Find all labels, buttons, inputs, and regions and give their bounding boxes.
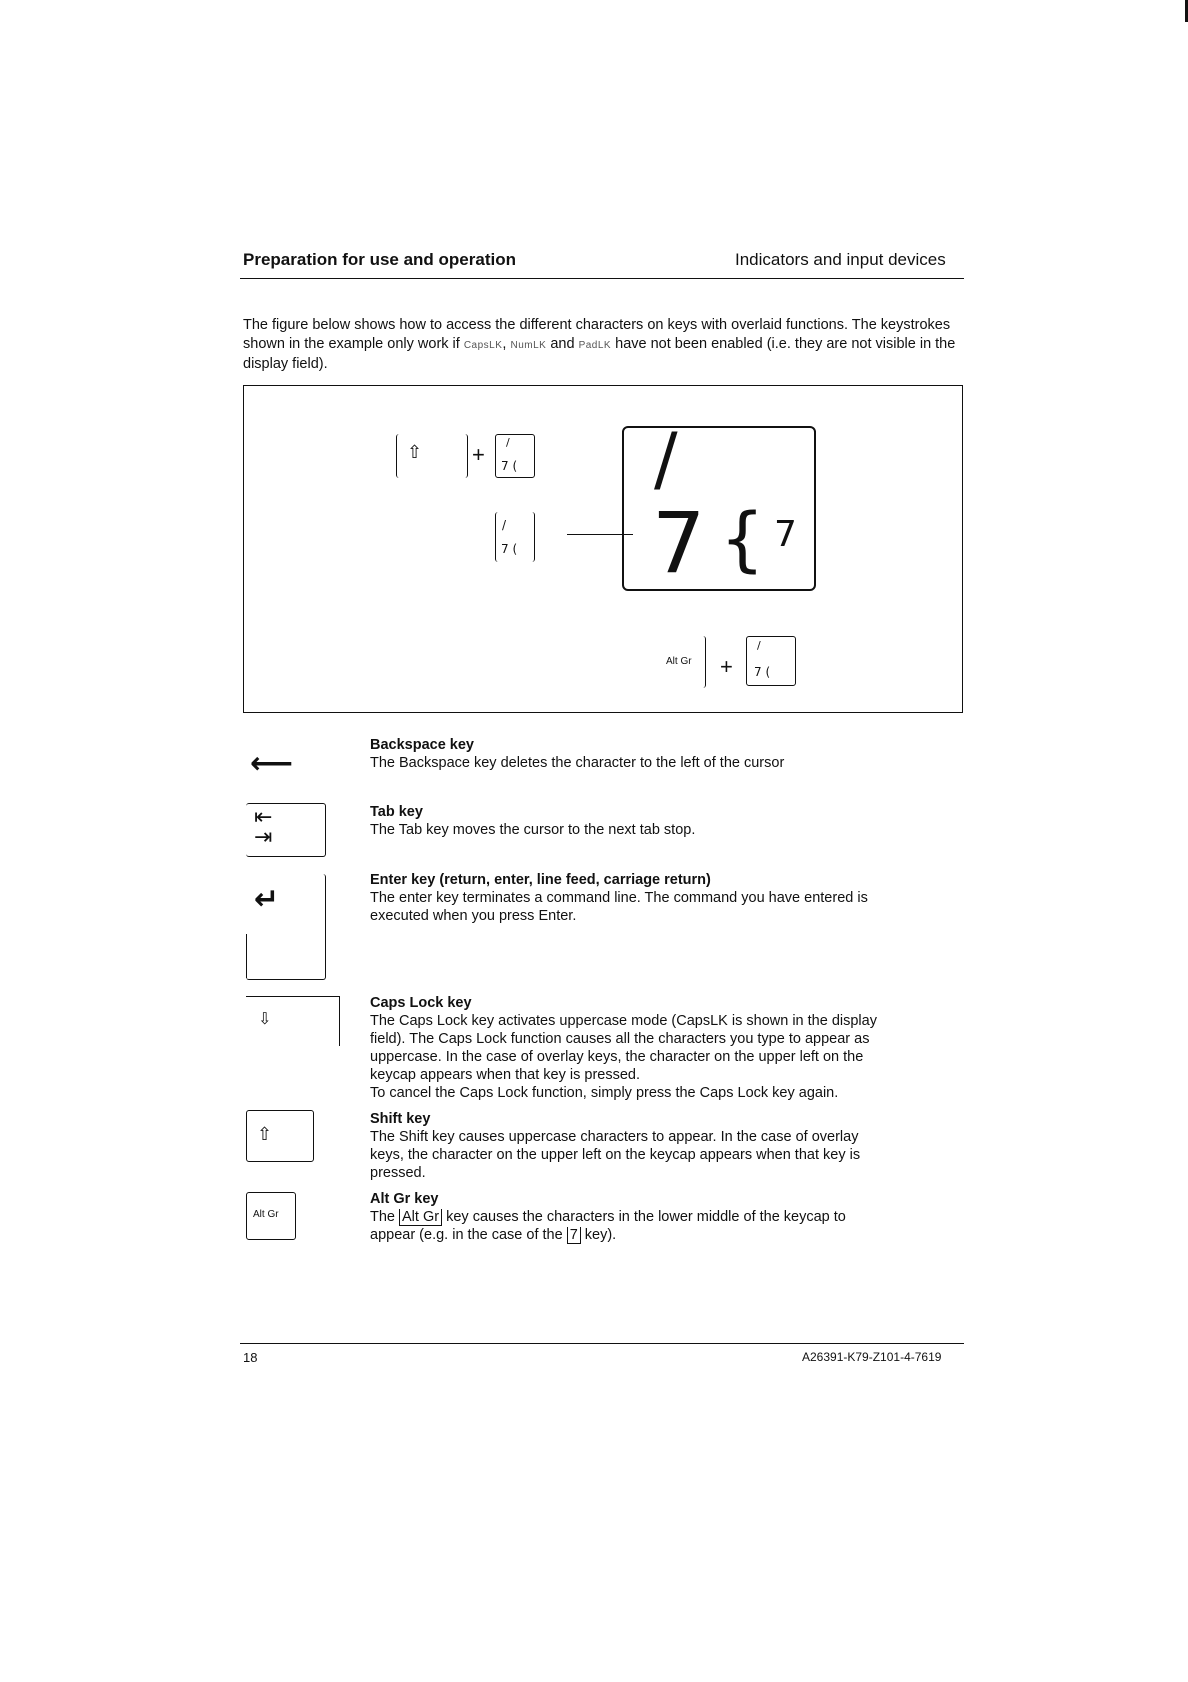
- altgr-text-line-2: appear (e.g. in the case of the 7 key).: [370, 1227, 617, 1243]
- tab-title: Tab key: [370, 804, 423, 820]
- enter-key-icon: [246, 874, 326, 980]
- enter-text-line-2: executed when you press Enter.: [370, 908, 577, 924]
- tab-description: [370, 803, 970, 839]
- tab-key-icon: [246, 803, 326, 857]
- tab-text: The Tab key moves the cursor to the next tab stop.: [370, 822, 696, 838]
- shift-title: Shift key: [370, 1111, 431, 1127]
- page-number: 18: [243, 1350, 258, 1365]
- enter-description: [370, 871, 970, 925]
- altgr-description: [370, 1190, 970, 1244]
- altgr-label: Alt Gr: [666, 656, 692, 667]
- capslock-text-line-3: uppercase. In the case of overlay keys, the character on the upper left on the: [370, 1049, 864, 1065]
- backspace-title: Backspace key: [370, 737, 474, 753]
- key-top-char: /: [757, 639, 761, 652]
- keycap-lower-middle-char: {: [720, 498, 765, 580]
- section-title: Preparation for use and operation: [243, 250, 516, 269]
- shift-text-line-1: The Shift key causes uppercase characters to appear. In the case of overlay: [370, 1129, 859, 1145]
- altgr-title: Alt Gr key: [370, 1191, 439, 1207]
- topic-title: Indicators and input devices: [735, 250, 946, 269]
- altgr-text-line-1: The Alt Gr key causes the characters in the lower middle of the keycap to: [370, 1209, 846, 1225]
- altgr-inline-key: Alt Gr: [399, 1209, 442, 1226]
- capslock-text-line-1: The Caps Lock key activates uppercase mode (CapsLK is shown in the display: [370, 1013, 877, 1029]
- altgr-key-icon: [246, 1192, 296, 1240]
- key-bottom-chars: 7 (: [501, 459, 518, 473]
- altgr-key-diagram: [658, 636, 706, 688]
- intro-paragraph: [243, 316, 963, 374]
- header-rule: [240, 278, 964, 279]
- overlay-keys-figure: [243, 385, 963, 713]
- plus-sign: +: [472, 442, 485, 467]
- seven-inline-key: 7: [567, 1227, 581, 1244]
- capslock-indicator: CapsLK: [463, 339, 503, 351]
- key-bottom-chars: 7 (: [754, 665, 771, 679]
- intro-sep-2: and: [546, 335, 579, 352]
- keycap-lower-right-char: 7: [774, 514, 797, 555]
- backspace-text: The Backspace key deletes the character to the left of the cursor: [370, 755, 785, 771]
- shift-arrow-icon: ⇧: [407, 442, 423, 463]
- numlock-indicator: NumLK: [510, 339, 547, 351]
- plus-sign: +: [720, 654, 733, 679]
- shift-key-diagram: [396, 434, 468, 478]
- seven-key-diagram-single: [495, 512, 535, 562]
- shift-arrow-icon: ⇧: [257, 1124, 273, 1145]
- capslock-arrow-icon: ⇩: [258, 1009, 272, 1028]
- keycap-enlarged: [622, 418, 816, 592]
- intro-text-1: The figure below shows how to access the different characters on keys with overlaid functions. The keystrokes shown in the example only work if: [243, 317, 951, 352]
- shift-text-line-2: keys, the character on the upper left on the keycap appears when that key is: [370, 1147, 861, 1163]
- footer-rule: [240, 1343, 964, 1344]
- shift-description: [370, 1110, 970, 1182]
- key-bottom-chars: 7 (: [501, 542, 518, 556]
- keycap-lower-left-char: 7: [652, 494, 706, 592]
- backspace-arrow-icon: ⟵: [250, 746, 294, 781]
- document-id: A26391-K79-Z101-4-7619: [802, 1350, 942, 1364]
- capslock-text-line-4: keycap appears when that key is pressed.: [370, 1067, 641, 1083]
- seven-key-diagram: [495, 434, 535, 478]
- backspace-key-icon: [246, 736, 346, 786]
- padlock-indicator: PadLK: [578, 339, 612, 351]
- intro-text-2: have not been enabled (i.e. they are not visible in the display field).: [243, 335, 956, 372]
- intro-sep-1: ,: [502, 335, 511, 352]
- shift-key-icon: [246, 1110, 314, 1162]
- capslock-key-icon: [246, 996, 340, 1046]
- key-top-char: /: [506, 436, 510, 449]
- enter-text-line-1: The enter key terminates a command line. The command you have entered is: [370, 890, 868, 906]
- seven-key-diagram-altgr: [746, 636, 796, 686]
- shift-text-line-3: pressed.: [370, 1165, 426, 1181]
- tab-arrows-icon: ⇤ ⇥: [254, 805, 273, 850]
- enter-title: Enter key (return, enter, line feed, carriage return): [370, 872, 711, 888]
- altgr-label: Alt Gr: [253, 1209, 279, 1220]
- backspace-description: [370, 736, 970, 772]
- enter-arrow-icon: ↵: [254, 882, 280, 917]
- capslock-text-line-2: field). The Caps Lock function causes all the characters you type to appear as: [370, 1031, 870, 1047]
- capslock-description: [370, 994, 970, 1102]
- keycap-upper-char: /: [654, 418, 678, 500]
- key-top-char: /: [502, 518, 507, 532]
- capslock-text-line-5: To cancel the Caps Lock function, simply press the Caps Lock key again.: [370, 1085, 839, 1101]
- capslock-title: Caps Lock key: [370, 995, 472, 1011]
